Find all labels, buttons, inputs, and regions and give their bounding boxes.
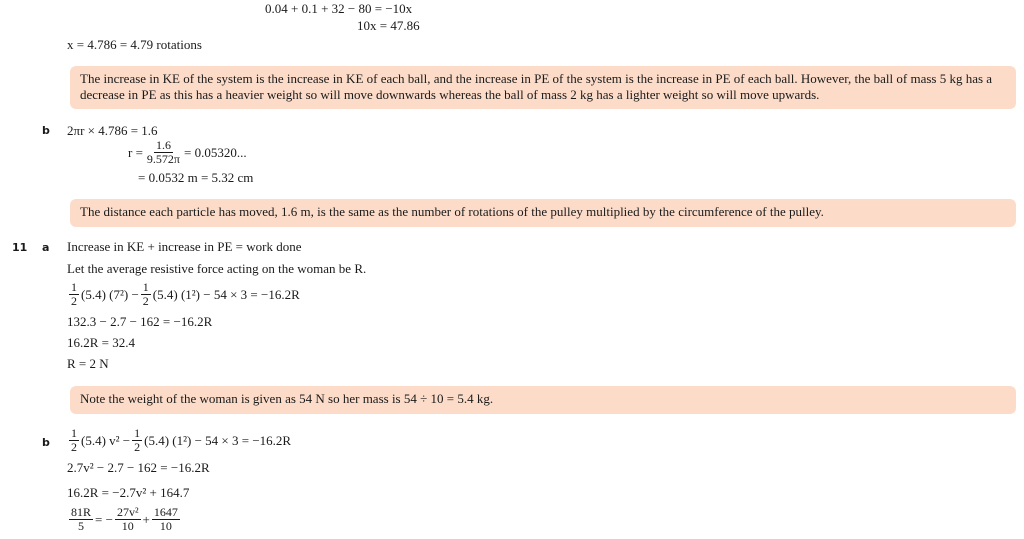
fraction-numerator: 1 xyxy=(142,280,149,294)
equation-line: 2.7v² − 2.7 − 162 = −16.2R xyxy=(67,460,210,475)
fraction-denominator: 2 xyxy=(71,294,77,308)
fraction-numerator: 81R xyxy=(71,505,92,519)
explanation-note xyxy=(70,199,1016,227)
equation-line: x = 4.786 = 4.79 rotations xyxy=(67,37,202,52)
fraction-denominator: 10 xyxy=(159,519,172,533)
equation-line: R = 2 N xyxy=(67,356,109,371)
fraction-denominator: 2 xyxy=(142,294,149,308)
equation-part: (5.4) (7²) − xyxy=(81,286,139,302)
fraction xyxy=(69,427,79,454)
fraction xyxy=(132,427,142,454)
equation-rhs: = 0.05320... xyxy=(183,144,247,160)
explanation-note xyxy=(70,386,1016,414)
equation-line: = 0.0532 m = 5.32 cm xyxy=(138,170,254,185)
note-text: Note the weight of the woman is given as 54 N so her mass is 54 ÷ 10 = 5.4 kg. xyxy=(80,391,494,406)
note-text: The distance each particle has moved, 1.6 m, is the same as the number of rotations of the pulley multiplied by the circumference of the pulley. xyxy=(80,204,824,219)
fraction xyxy=(152,506,180,533)
part-label: b xyxy=(42,436,50,449)
equation-part: (5.4) (1²) − 54 × 3 = −16.2R xyxy=(152,286,300,302)
equation-part: + xyxy=(142,511,150,527)
equation-part: = − xyxy=(95,511,113,527)
fraction-numerator: 1 xyxy=(134,426,141,440)
fraction xyxy=(141,281,151,308)
equation-line: 2πr × 4.786 = 1.6 xyxy=(67,123,158,138)
explanation-note xyxy=(70,66,1016,109)
equation-part: (5.4) v² − xyxy=(81,432,131,448)
equation-line xyxy=(128,139,247,166)
equation-lhs: r = xyxy=(128,144,143,160)
part-label: b xyxy=(42,124,50,137)
fraction xyxy=(115,506,141,533)
fraction-denominator: 5 xyxy=(78,519,84,533)
fraction-numerator: 27v² xyxy=(116,505,139,519)
equation-line: 16.2R = 32.4 xyxy=(67,335,136,350)
equation-line: 16.2R = −2.7v² + 164.7 xyxy=(67,485,190,500)
fraction xyxy=(145,139,182,166)
equation-line xyxy=(67,506,182,533)
equation-part: (5.4) (1²) − 54 × 3 = −16.2R xyxy=(144,432,292,448)
equation-line: 132.3 − 2.7 − 162 = −16.2R xyxy=(67,314,213,329)
fraction-numerator: 1647 xyxy=(153,505,178,519)
fraction xyxy=(69,506,93,533)
part-label: a xyxy=(42,241,50,254)
fraction-denominator: 10 xyxy=(121,519,134,533)
fraction-numerator: 1 xyxy=(71,426,77,440)
note-text: The increase in KE of the system is the increase in KE of each ball, and the increase in PE of the system is the increase in PE of each ball. However, the ball of mass 5 kg has a decrease in PE as this has a heavier weight so will move downwards whereas the ball of mass 2 kg has a lighter weight so will move upwards. xyxy=(80,71,993,102)
fraction-denominator: 2 xyxy=(134,440,141,454)
equation-line xyxy=(67,281,300,308)
equation-line: 0.04 + 0.1 + 32 − 80 = −10x xyxy=(265,1,413,16)
text-line: Let the average resistive force acting on the woman be R. xyxy=(67,261,367,276)
fraction xyxy=(69,281,79,308)
text-line: Increase in KE + increase in PE = work done xyxy=(67,239,302,254)
fraction-denominator: 2 xyxy=(71,440,77,454)
equation-line: 10x = 47.86 xyxy=(357,18,420,33)
question-number: 11 xyxy=(12,241,28,254)
equation-line xyxy=(67,427,291,454)
fraction-numerator: 1.6 xyxy=(155,138,171,152)
fraction-denominator: 9.572π xyxy=(146,152,180,166)
fraction-numerator: 1 xyxy=(71,280,77,294)
